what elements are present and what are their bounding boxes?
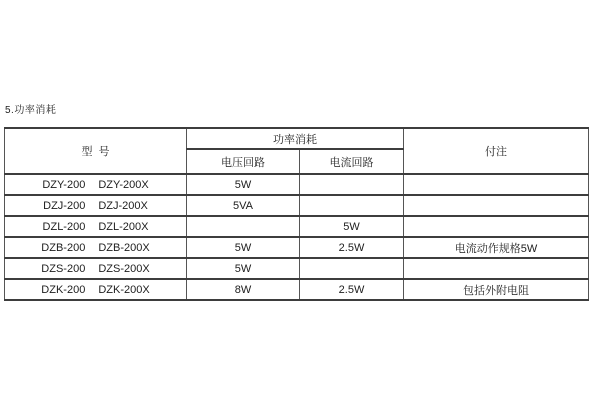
power-consumption-table [4, 127, 589, 301]
model-name: DZJ-200X [98, 199, 148, 212]
model-name: DZL-200 [42, 220, 86, 233]
note-cell [404, 258, 589, 279]
voltage-cell: 5VA [187, 195, 300, 216]
voltage-cell: 5W [187, 258, 300, 279]
model-name: DZL-200X [98, 220, 149, 233]
model-cell [5, 279, 187, 300]
model-pair [41, 284, 149, 296]
table-row [5, 216, 589, 237]
current-cell: 5W [300, 216, 404, 237]
header-note: 付注 [404, 128, 589, 174]
table-row [5, 258, 589, 279]
current-cell: 2.5W [300, 237, 404, 258]
model-name: DZY-200 [42, 178, 86, 191]
table-row [5, 195, 589, 216]
note-cell: 包括外附电阻 [404, 279, 589, 300]
model-pair [43, 200, 148, 212]
voltage-cell: 8W [187, 279, 300, 300]
model-name: DZK-200 [41, 283, 86, 296]
voltage-cell [187, 216, 300, 237]
model-pair [43, 221, 149, 233]
model-cell [5, 237, 187, 258]
model-cell [5, 195, 187, 216]
model-name: DZJ-200 [43, 199, 86, 212]
header-model: 型 号 [5, 128, 187, 174]
model-pair [42, 179, 148, 191]
voltage-cell: 5W [187, 174, 300, 195]
model-cell [5, 174, 187, 195]
model-name: DZS-200X [98, 262, 150, 275]
table-row [5, 279, 589, 300]
note-cell [404, 174, 589, 195]
model-name: DZK-200X [98, 283, 150, 296]
voltage-cell: 5W [187, 237, 300, 258]
header-current-circuit: 电流回路 [300, 149, 404, 174]
note-cell [404, 216, 589, 237]
model-name: DZS-200 [41, 262, 86, 275]
table-row [5, 174, 589, 195]
current-cell: 2.5W [300, 279, 404, 300]
header-row-top [5, 128, 589, 149]
header-voltage-circuit: 电压回路 [187, 149, 300, 174]
model-name: DZY-200X [98, 178, 149, 191]
current-cell [300, 258, 404, 279]
table-row [5, 237, 589, 258]
current-cell [300, 195, 404, 216]
table-body [5, 174, 589, 300]
note-cell [404, 195, 589, 216]
model-cell [5, 258, 187, 279]
model-cell [5, 216, 187, 237]
section-title: 5.功率消耗 [5, 105, 57, 116]
model-pair [41, 263, 149, 275]
model-pair [41, 242, 149, 254]
model-name: DZB-200X [98, 241, 150, 254]
model-name: DZB-200 [41, 241, 86, 254]
current-cell [300, 174, 404, 195]
table-header [5, 128, 589, 174]
note-cell: 电流动作规格5W [404, 237, 589, 258]
header-power-group: 功率消耗 [187, 128, 404, 149]
